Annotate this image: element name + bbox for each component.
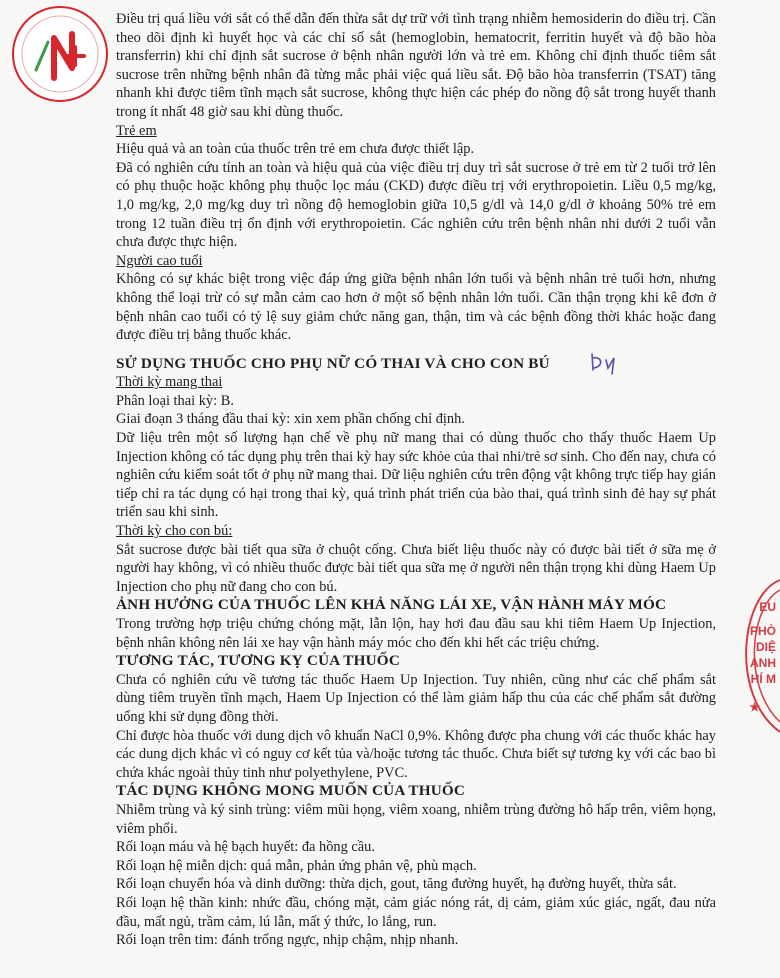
side-effect-item: Rối loạn chuyển hóa và dinh dưỡng: thừa dịch, gout, tăng đường huyết, hạ đường huyết, thừa sắt.: [116, 876, 677, 893]
paragraph-elderly: Không có sự khác biệt trong việc đáp ứng giữa bệnh nhân lớn tuổi và bệnh nhân trẻ tuổi hơn, nhưng không thể loại trừ có sự mẫn cảm cao hơn ở một số bệnh nhân lớn tuổi. Cần thận trọng khi kê đơn ở bệnh nhân cao tuổi có tỷ lệ suy giảm chức năng gan, thận, tim và các bệnh đồng thời khác hoặc đang được điều trị bằng thuốc khác.: [116, 271, 716, 344]
side-effect-item: Nhiễm trùng và ký sinh trùng: viêm mũi họng, viêm xoang, nhiễm trùng đường hô hấp trên, viêm họng, viêm phổi.: [116, 801, 716, 837]
approval-stamp: [720, 576, 780, 736]
paragraph-overdose: Điều trị quá liều với sắt có thể dẫn đến thừa sắt dự trữ với tình trạng nhiễm hemosiderin do điều trị. Cần theo dõi định kì huyết học và các chỉ số sắt (hemoglobin, hematocrit, ferritin huyết và độ bão hòa transferrin) khi chỉ định sắt sucrose ở bệnh nhân người lớn và trẻ em. Không chỉ định thuốc tiêm sắt sucrose trên những bệnh nhân đã từng mắc phải việc quá liều sắt. Độ bão hòa transferrin (TSAT) tăng nhanh khi được tiêm tĩnh mạch sắt sucrose, không thực hiện các phép đo nồng độ sắt trong huyết thanh trong ít nhất 48 giờ sau khi dùng thuốc.: [116, 11, 716, 120]
side-effect-item: Rối loạn trên tim: đánh trống ngực, nhịp chậm, nhịp nhanh.: [116, 932, 459, 949]
stamp-text-line: EU: [759, 600, 776, 614]
paragraph-driving: Trong trường hợp triệu chứng chóng mặt, lẫn lộn, hay hơi đau đầu sau khi tiêm Haem Up Injection, bệnh nhân không nên lái xe hay vận hành máy móc cho đến khi hết các triệu chứng.: [116, 616, 716, 651]
paragraph-first-trimester: Giai đoạn 3 tháng đầu thai kỳ: xin xem phần chống chỉ định.: [116, 411, 465, 428]
paragraph-compatibility: Chỉ được hòa thuốc với dung dịch vô khuẩn NaCl 0,9%. Không được pha chung với các thuốc khác hay các dung dịch khác vì có nguy cơ kết tủa và/hoặc tương tác thuốc. Chưa biết sự tương kỵ với các bao bì chứa khác ngoài thủy tinh như polyethylene, PVC.: [116, 727, 716, 781]
side-effect-item: Rối loạn hệ thần kinh: nhức đầu, chóng mặt, cảm giác nóng rát, dị cảm, giảm xúc giác, ngất, đau nửa đầu, mất ngủ, trầm cảm, lú lẫn, mất ý thức, lo lắng, run.: [116, 894, 716, 930]
stamp-text-line: HÍ M: [750, 672, 776, 686]
subheading-lactation: Thời kỳ cho con bú:: [116, 523, 233, 540]
logo-ring-icon: [14, 8, 106, 100]
paragraph-interactions: Chưa có nghiên cứu về tương tác thuốc Haem Up Injection. Tuy nhiên, cũng như các chế phẩm sắt dùng tiêm truyền tĩnh mạch, Haem Up Injection có thể làm giảm hấp thu của các chế phẩm sắt đường uống khi sử dụng đồng thời.: [116, 671, 716, 725]
heading-pregnancy: SỬ DỤNG THUỐC CHO PHỤ NỮ CÓ THAI VÀ CHO CON BÚ: [116, 354, 550, 372]
pharmacy-logo: [12, 6, 108, 102]
subheading-children: Trẻ em: [116, 122, 157, 139]
stamp-text-line: ANH: [750, 656, 776, 670]
heading-side-effects: TÁC DỤNG KHÔNG MONG MUỐN CỦA THUỐC: [116, 782, 466, 800]
stamp-text-line: DIỆ: [755, 640, 776, 654]
side-effect-item: Rối loạn máu và hệ bạch huyết: đa hồng cầu.: [116, 839, 375, 856]
side-effect-item: Rối loạn hệ miễn dịch: quá mẫn, phản ứng phản vệ, phù mạch.: [116, 857, 477, 874]
stamp-star-icon: ★: [749, 700, 760, 714]
subheading-elderly: Người cao tuổi: [116, 252, 203, 269]
heading-driving: ẢNH HƯỞNG CỦA THUỐC LÊN KHẢ NĂNG LÁI XE, VẬN HÀNH MÁY MÓC: [116, 596, 667, 614]
paragraph-children-study: Đã có nghiên cứu tính an toàn và hiệu quả của việc điều trị duy trì sắt sucrose ở trẻ em từ 2 tuổi trở lên có phụ thuộc hoặc không phụ thuộc lọc máu (CKD) được điều trị với erythropoietin. Liều 0,5 mg/kg, 1,0 mg/kg, 2,0 mg/kg duy trì nồng độ hemoglobin giữa 10,5 g/dl và 14,0 g/dl ở khoảng 50% trẻ em trong 12 tuần điều trị ổn định với erythropoietin. Các nghiên cứu trên bệnh nhân nhi dưới 2 tuổi vẫn chưa được thực hiện.: [116, 159, 716, 251]
paragraph-lactation: Sắt sucrose được bài tiết qua sữa ở chuột cống. Chưa biết liệu thuốc này có được bài tiết ở sữa mẹ ở người hay không, vì có nhiều thuốc được bài tiết qua sữa mẹ ở người nên thận trọng khi dùng Haem Up Injection cho phụ nữ đang cho con bú.: [116, 541, 716, 595]
paragraph-children-safety: Hiệu quả và an toàn của thuốc trên trẻ em chưa được thiết lập.: [116, 141, 475, 158]
paragraph-pregnancy-data: Dữ liệu trên một số lượng hạn chế về phụ nữ mang thai có dùng thuốc cho thấy thuốc Haem Up Injection không có tác dụng phụ trên thai kỳ hay sức khỏe của thai nhi/trẻ sơ sinh. Cho đến nay, chưa có nghiên cứu kiểm soát tốt ở phụ nữ mang thai. Dữ liệu nghiên cứu trên động vật không trực tiếp hay gián tiếp chỉ ra tác dụng có hại trong thai kỳ, quá trình phát triển của bào thai, quá trình sinh đẻ hay sự phát triển sau khi sinh.: [116, 430, 716, 521]
subheading-pregnancy: Thời kỳ mang thai: [116, 374, 223, 391]
document-body: [116, 10, 716, 950]
heading-interactions: TƯƠNG TÁC, TƯƠNG KỴ CỦA THUỐC: [116, 652, 400, 670]
stamp-text-line: PHÒ: [749, 624, 776, 638]
handwritten-mark-icon: [588, 350, 618, 376]
paragraph-pregnancy-category: Phân loại thai kỳ: B.: [116, 392, 234, 409]
